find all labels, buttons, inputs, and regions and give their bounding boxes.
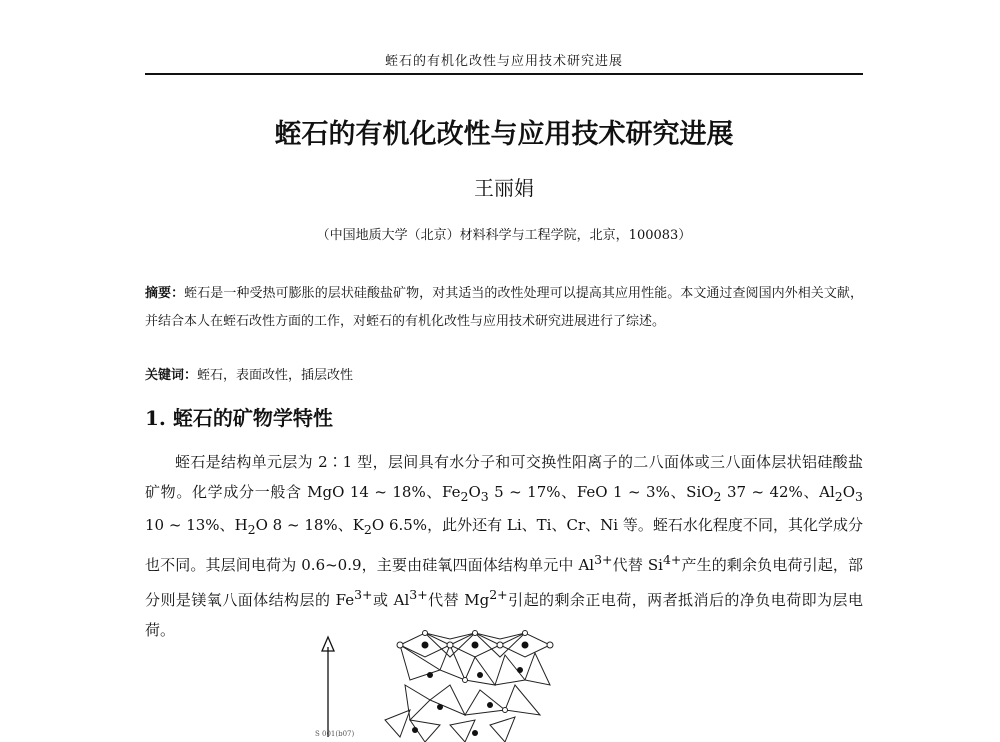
figure-label: S 001(b07) <box>315 730 355 738</box>
author-name: 王丽娟 <box>474 176 534 200</box>
keywords <box>145 364 863 383</box>
keywords-text: 蛭石，表面改性，插层改性 <box>197 368 354 383</box>
keywords-label: 关键词： <box>145 368 198 383</box>
crystal-structure-figure <box>300 625 560 742</box>
abstract-label: 摘要： <box>145 286 185 301</box>
paper-title: 蛭石的有机化改性与应用技术研究进展 <box>274 119 734 150</box>
author-affiliation: （中国地质大学（北京）材料科学与工程学院，北京，100083） <box>316 228 692 243</box>
section-heading: 1. 蛭石的矿物学特性 <box>145 406 333 430</box>
header-rule <box>145 73 863 75</box>
abstract-text: 蛭石是一种受热可膨胀的层状硅酸盐矿物，对其适当的改性处理可以提高其应用性能。本文通过查阅国内外相关文献，并结合本人在蛭石改性方面的工作，对蛭石的有机化改性与应用技术研究进展进行了综述。 <box>145 286 863 329</box>
body-paragraph: 蛭石是结构单元层为 2∶1 型，层间具有水分子和可交换性阳离子的二八面体或三八面体层状铝硅酸盐矿物。化学成分一般含 MgO 14 ~ 18%、$Fe_2O_3$ 5 ~ 17%、FeO 1 ~ 3%、SiO$_2$ 37 ~ 42%、$Al_2O_3$ 10 ~ 13%、$H_2O$ 8 ~ 18%、$K_2O$ 6.5%，此外还有 Li、Ti、Cr、Ni 等。蛭石水化程度不同，其化学成分也不同。其层间电荷为 0.6~0.9，主要由硅氧四面体结构单元中 $Al^{3+}$代替 $Si^{4+}$产生的剩余负电荷引起，部分则是镁氧八面体结构层的 $Fe^{3+}$或 $Al^{3+}$代替 $Mg^{2+}$引起的剩余正电荷，两者抵消后的净负电荷即为层电荷。 <box>145 453 863 639</box>
abstract <box>145 280 863 336</box>
running-head: 蛭石的有机化改性与应用技术研究进展 <box>384 54 623 69</box>
